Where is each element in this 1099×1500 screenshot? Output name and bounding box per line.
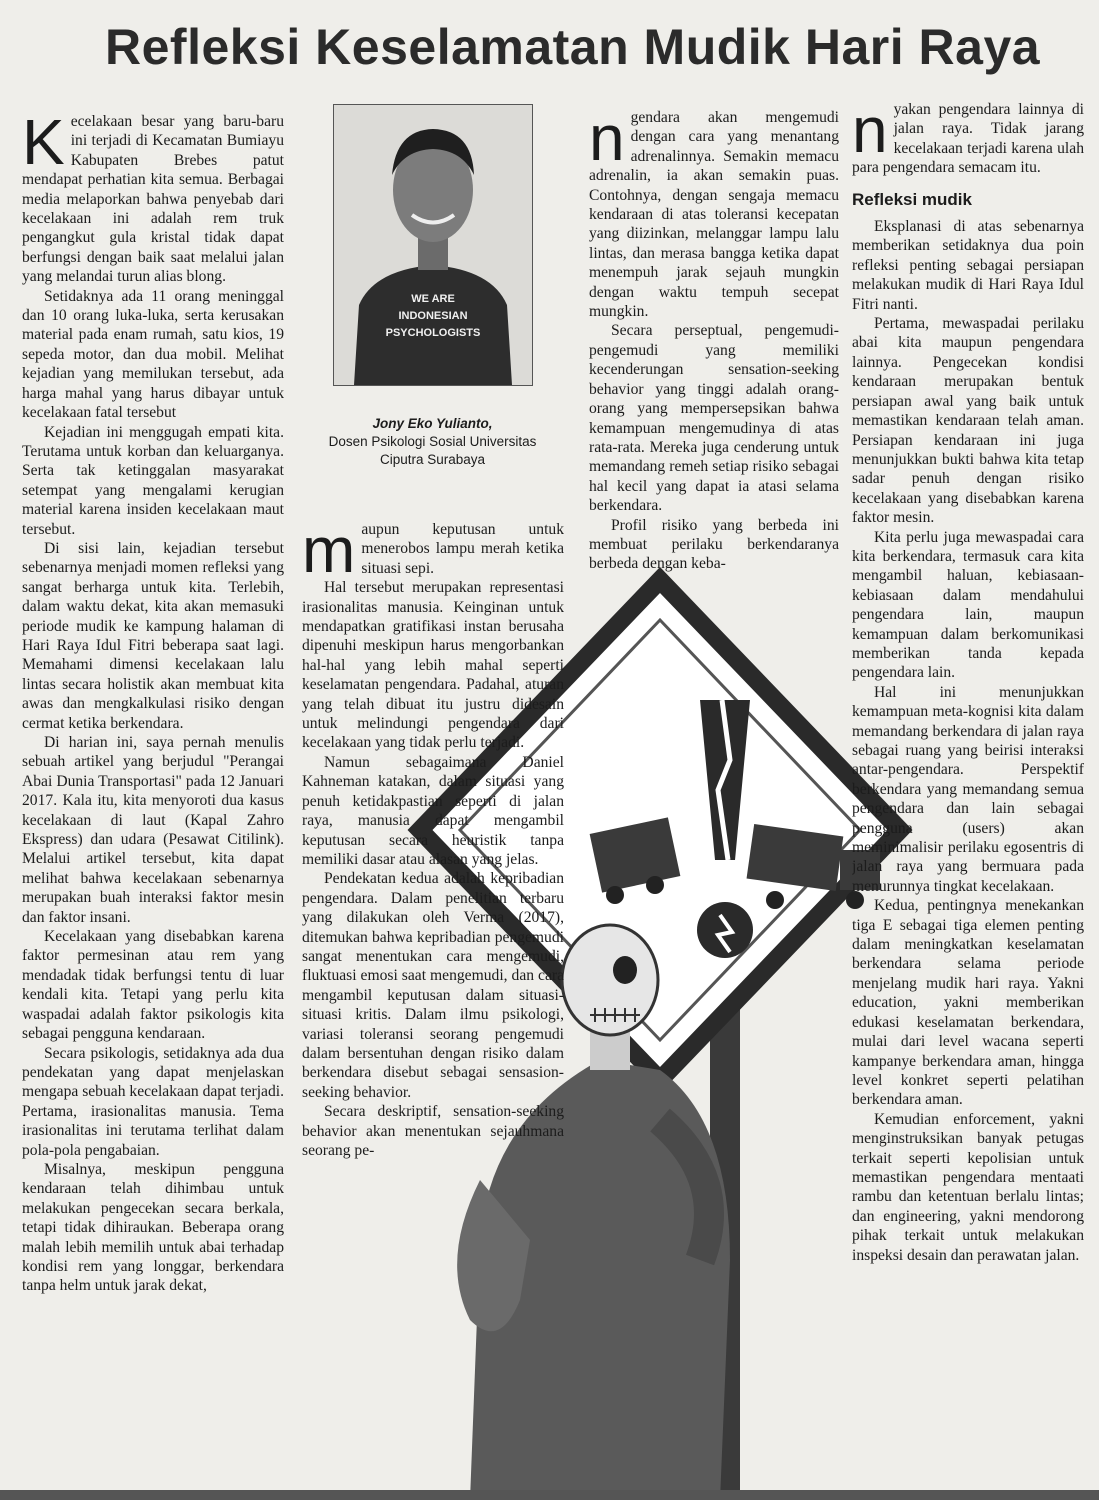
article-column-4 (852, 100, 1084, 1480)
paragraph: Namun sebagaimana Daniel Kahneman katakan, dalam situasi yang penuh ketidakpastian seperti di jalan raya, manusia dapat mengambil keputusan secara heuristik tanpa memiliki dasar atau alasan yang jelas. (302, 753, 564, 868)
section-subhead: Refleksi mudik (852, 189, 972, 209)
shirt-text-line-1: WE ARE (411, 293, 455, 305)
paragraph: Kejadian ini menggugah empati kita. Terutama untuk korban dan keluarganya. Serta tak ketinggalan masyarakat setempat yang mengalami kerugian material karena insiden kecelakaan maut tersebut. (22, 423, 284, 538)
article-headline: Refleksi Keselamatan Mudik Hari Raya (105, 19, 1041, 75)
author-photo (333, 104, 533, 386)
page-bottom-rule (0, 1490, 1099, 1500)
paragraph: Misalnya, meskipun pengguna kendaraan telah dihimbau untuk melakukan pengecekan secara berkala, tetapi tidak dihiraukan. Beberapa orang malah lebih memilih untuk abai terhadap kondisi rem yang longgar, berkendara tanpa helm untuk jarak dekat, (22, 1160, 284, 1295)
paragraph: Setidaknya ada 11 orang meninggal dan 10 orang luka-luka, serta kerusakan material pada enam rumah, satu kios, 19 sepeda motor, dan dua mobil. Melihat kejadian yang memilukan tersebut, ada harga mahal yang harus dibayar untuk kecelakaan fatal tersebut (22, 287, 284, 422)
paragraph: Hal ini menunjukkan kemampuan meta-kognisi kita dalam memandang berkendara di jalan raya sebagai ruang yang beirisi interaksi antar-pengendara. Perspektif berkendara yang memandang semua pengendara dan lain sebagai pengguna (users) akan meminimalisir perilaku egosentris di jalan raya yang bermuara pada menurunnya tingkat kecelakaan. (852, 683, 1084, 895)
paragraph: Kecelakaan yang disebabkan karena faktor permesinan atau rem yang mendadak tidak berfungsi tentu di luar kendali kita. Tetapi yang perlu kita waspadai adalah faktor psikologis kita sebagai pengguna kendaraan. (22, 928, 284, 1043)
paragraph: Di harian ini, saya pernah menulis sebuah artikel yang berjudul "Perangai Abai Dunia Transportasi" pada 12 Januari 2017. Kala itu, kita menyoroti dua kasus kecelakaan di laut (Kapal Zahro Ekspress) dan udara (Pesawat Citilink). Melalui artikel tersebut, kita dapat melihat bahwa kecelakaan sebenarnya merupakan buah interaksi faktor mesin dan faktor insani. (22, 734, 284, 926)
paragraph: Profil risiko yang berbeda ini membuat perilaku berkendaranya berbeda dengan keba- (589, 516, 839, 573)
paragraph: ngendara akan mengemudi dengan cara yang menantang adrenalinnya. Semakin memacu adrenalin, ia akan semakin puas. Contohnya, dengan sengaja memacu kendaraan di atas toleransi kecepatan yang diizinkan, melanggar lampu lalu lintas, dan merasa bangga ketika dapat menempuh jarak sejauh mungkin dengan waktu tempuh secepat mungkin. (589, 108, 839, 321)
author-title-line-1: Dosen Psikologi Sosial Universitas (328, 434, 537, 449)
paragraph: nyakan pengendara lainnya di jalan raya. Tidak jarang kecelakaan terjadi karena ulah para pengendara semacam itu. (852, 100, 1084, 177)
paragraph: Eksplanasi di atas sebenarnya memberikan setidaknya dua poin refleksi penting sebagai persiapan melakukan mudik di Hari Raya Idul Fitri nanti. (852, 218, 1084, 313)
paragraph: Secara psikologis, setidaknya ada dua pendekatan yang dapat menjelaskan mengapa sebuah kecelakaan dapat terjadi. Pertama, irasionalitas manusia. Tema irasionalitas ini terutama terlihat dalam pola-pola pengabaian. (22, 1044, 284, 1159)
author-caption (300, 415, 565, 469)
author-portrait-image (334, 105, 532, 385)
paragraph: Kemudian enforcement, yakni menginstruksikan banyak petugas terkait seperti kepolisian untuk memastikan pengendara mentaati rambu dan ketentuan berlalu lintas; dan engineering, yakni mendorong pihak terkait untuk melakukan inspeksi desain dan perawatan jalan. (852, 1110, 1084, 1264)
paragraph: Pendekatan kedua adalah kepribadian pengendara. Dalam penelitian terbaru yang dilakukan oleh Verma (2017), ditemukan bahwa kepribadian pengemudi sangat menentukan cara mengemudi, fluktuasi emosi saat mengemudi, dan cara mengambil keputusan dalam situasi-situasi kritis. Dalam ilmu psikologi, variasi toleransi seorang pengemudi dalam bersentuhan dengan risiko dalam berkendara disebut sebagai sensasion-seeking behavior. (302, 870, 564, 1101)
paragraph: maupun keputusan untuk menerobos lampu merah ketika situasi sepi. (302, 520, 564, 586)
paragraph: Hal tersebut merupakan representasi irasionalitas manusia. Keinginan untuk mendapatkan gratifikasi instan berusaha dipenuhi meskipun harus mengorbankan hal-hal yang lebih mahal seperti keselamatan pengendara. Padahal, aturan yang telah dibuat itu justru didesain untuk melindungi pengendara dari kecelakaan yang tidak perlu terjadi. (302, 579, 564, 752)
paragraph: Di sisi lain, kejadian tersebut sebenarnya menjadi momen refleksi yang sangat berharga untuk kita. Terlebih, dalam waktu dekat, kita akan memasuki periode mudik ke kampung halaman di Hari Raya Idul Fitri beberapa saat lagi. Memahami dimensi kecelakaan lalu lintas secara holistik akan membuat kita awas dan mengkalkulasi risiko dengan cermat ketika berkendara. (22, 539, 284, 732)
article-column-3 (589, 108, 839, 578)
article-column-1 (22, 112, 284, 1492)
paragraph: Secara perseptual, pengemudi-pengemudi yang memiliki kecenderungan sensation-seeking behavior yang tinggi adalah orang-orang yang mempersepsikan bahwa kemampuan mengemudinya di atas rata-rata. Mereka juga cenderung untuk memandang remeh setiap risiko sebagai hal kecil yang dapat ia atasi selama berkendara. (589, 322, 839, 515)
author-title-line-2: Ciputra Surabaya (379, 452, 486, 467)
shirt-text-line-3: PSYCHOLOGISTS (385, 327, 481, 339)
paragraph: Pertama, mewaspadai perilaku abai kita maupun pengendara lainnya. Pengecekan kondisi kendaraan merupakan bentuk persiapan awal yang baik untuk memastikan kendaraan telah aman. Persiapan kendaraan ini juga menunjukkan bukti bahwa kita tetap sadar penuh dengan risiko kecelakaan yang disebabkan karena faktor mesin. (852, 315, 1084, 527)
paragraph: Kita perlu juga mewaspadai cara kita berkendara, termasuk cara kita mengambil haluan, kebiasaan-kebiasaan dalam mendahului pengendara lain, maupun kemampuan dalam berkomunikasi memberikan tanda kepada pengendara lain. (852, 528, 1084, 682)
paragraph: Secara deskriptif, sensation-seeking behavior akan menentukan sejauhmana seorang pe- (302, 1103, 564, 1159)
article-column-2 (302, 520, 564, 1490)
author-name: Jony Eko Yulianto, (372, 416, 493, 431)
shirt-text-line-2: INDONESIAN (398, 310, 468, 322)
paragraph: Kedua, pentingnya menekankan tiga E sebagai tiga elemen penting dalam meningkatkan keselamatan berkendara selama periode menjelang mudik hari raya. Yakni education, yakni memberikan edukasi keselamatan berkendara, mulai dari level wacana seperti kampanye berkendara aman, hingga level konkret seperti pelatihan berkendara aman. (852, 897, 1084, 1109)
paragraph: Kecelakaan besar yang baru-baru ini terjadi di Kecamatan Bumiayu Kabupaten Brebes patut mendapat perhatian kita semua. Berbagai media melaporkan bahwa penyebab dari kecelakaan ini adalah rem truk pengangkut gula kristal tidak dapat berfungsi dengan baik saat melalui jalan yang melandai turun alias blong. (22, 112, 284, 286)
